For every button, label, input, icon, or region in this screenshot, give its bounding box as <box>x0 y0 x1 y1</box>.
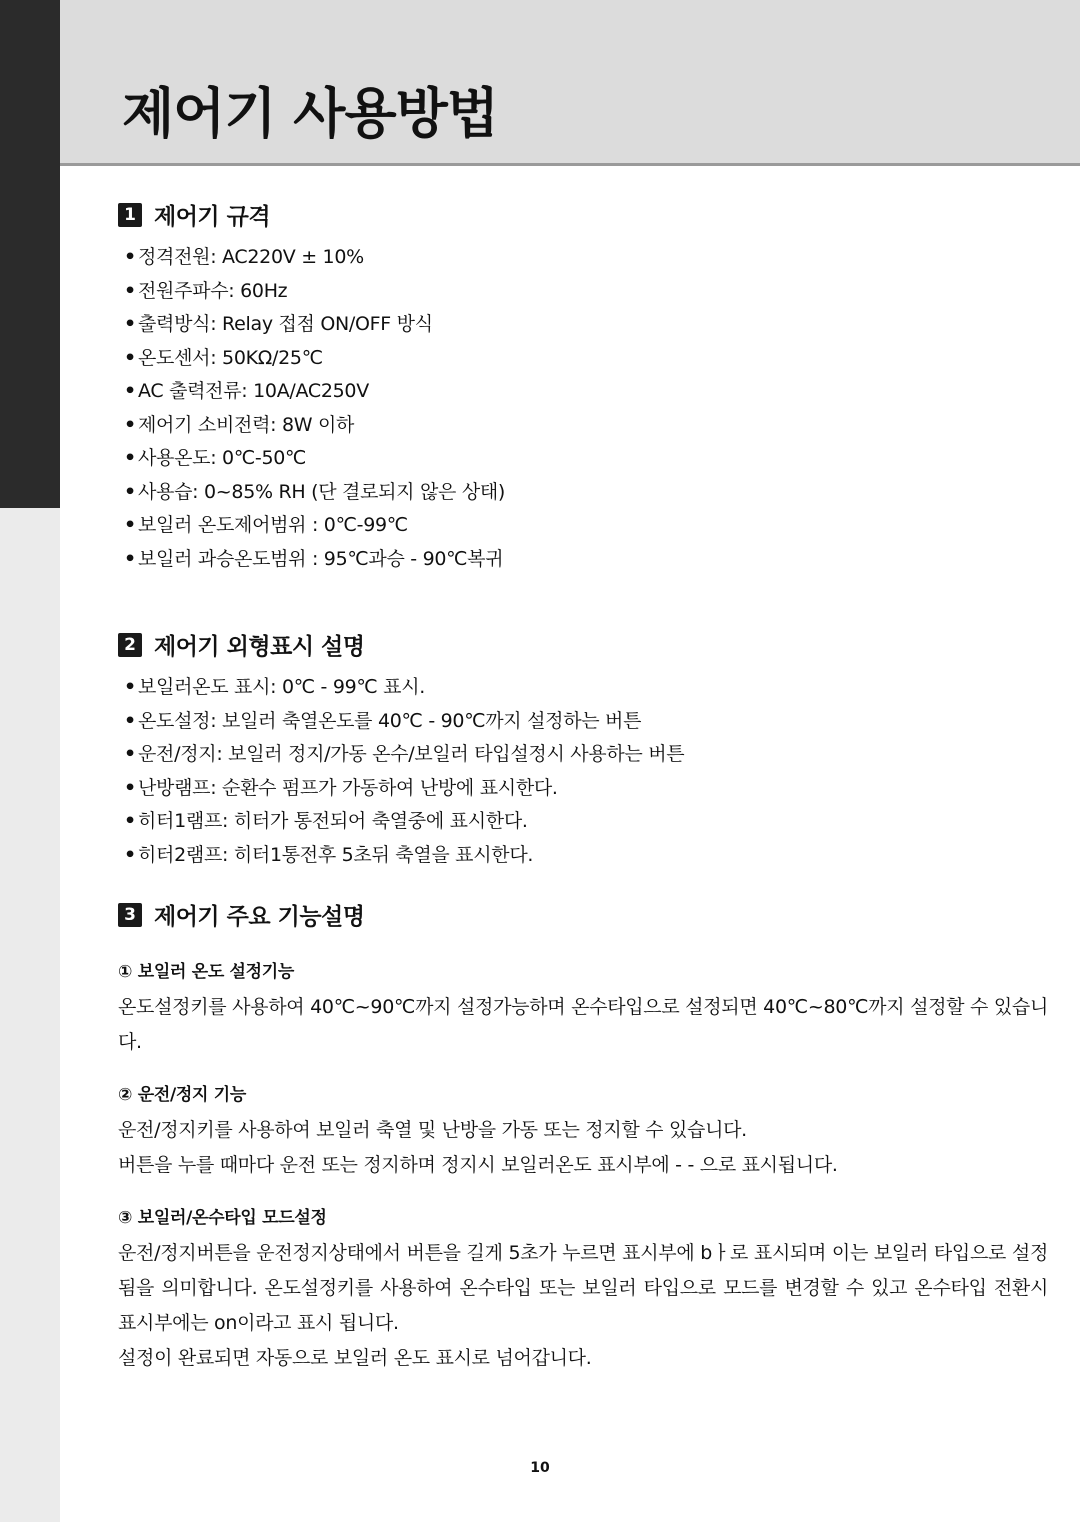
section-title: 제어기 주요 기능설명 <box>154 904 365 930</box>
section-functions <box>118 898 1048 1376</box>
section-heading <box>118 898 1048 931</box>
section-display <box>118 628 1048 872</box>
display-list <box>124 671 1048 872</box>
page-number: 10 <box>530 1460 550 1476</box>
chapter-tab <box>0 0 60 508</box>
subsection-title: ① 보일러 온도 설정기능 <box>118 962 295 982</box>
list-item: • 출력방식: Relay 접점 ON/OFF 방식 <box>124 313 433 335</box>
function-mode-setting <box>118 1203 1048 1376</box>
subsection-text: 설정이 완료되면 자동으로 보일러 온도 표시로 넘어갑니다. <box>118 1347 592 1369</box>
list-item: • 보일러 온도제어범위 : 0℃-99℃ <box>124 514 408 536</box>
list-item: • 히터1램프: 히터가 통전되어 축열중에 표시한다. <box>124 810 528 832</box>
section-title: 제어기 외형표시 설명 <box>154 634 365 660</box>
section-number-badge: 3 <box>118 903 142 927</box>
list-item: • 히터2램프: 히터1통전후 5초뒤 축열을 표시한다. <box>124 843 534 866</box>
list-item: • 보일러 과승온도범위 : 95℃과승 - 90℃복귀 <box>124 547 504 570</box>
list-item: • AC 출력전류: 10A/AC250V <box>124 380 369 402</box>
list-item: • 난방램프: 순환수 펌프가 가동하여 난방에 표시한다. <box>124 776 558 799</box>
subsection-text: 운전/정지키를 사용하여 보일러 축열 및 난방을 가동 또는 정지할 수 있습니다. <box>118 1119 747 1141</box>
list-item: • 전원주파수: 60Hz <box>124 279 288 302</box>
subsection-text: 버튼을 누를 때마다 운전 또는 정지하며 정지시 보일러온도 표시부에 - - 으로 표시됩니다. <box>118 1154 838 1176</box>
page-title: 제어기 사용방법 <box>122 82 498 145</box>
section-number-badge: 1 <box>118 203 142 227</box>
subsection-text: 운전/정지버튼을 운전정지상태에서 버튼을 길게 5초가 누르면 표시부에 bㅏ로 표시되며 이는 보일러 타입으로 설정됨을 의미합니다. 온도설정키를 사용하여 온수타입 또는 보일러 타입으로 모드를 변경할 수 있고 온수타입 전환시 표시부에는 on이라고 표시 됩니다. <box>118 1242 1048 1334</box>
list-item: • 온도설정: 보일러 축열온도를 40℃ - 90℃까지 설정하는 버튼 <box>124 709 642 732</box>
list-item: • 운전/정지: 보일러 정지/가동 온수/보일러 타입설정시 사용하는 버튼 <box>124 743 685 765</box>
section-heading <box>118 198 1048 231</box>
function-run-stop <box>118 1080 1048 1183</box>
subsection-title: ② 운전/정지 기능 <box>118 1085 246 1105</box>
list-item: • 사용습: 0~85% RH (단 결로되지 않은 상태) <box>124 480 506 503</box>
list-item: • 사용온도: 0℃-50℃ <box>124 447 307 469</box>
subsection-text: 온도설정키를 사용하여 40℃~90℃까지 설정가능하며 온수타입으로 설정되면 40℃~80℃까지 설정할 수 있습니다. <box>118 996 1048 1053</box>
function-temperature <box>118 957 1048 1060</box>
section-title: 제어기 규격 <box>154 204 271 230</box>
subsection-title: ③ 보일러/온수타입 모드설정 <box>118 1208 327 1228</box>
section-heading <box>118 628 1048 661</box>
section-specs <box>118 198 1048 576</box>
section-number-badge: 2 <box>118 633 142 657</box>
list-item: • 보일러온도 표시: 0℃ - 99℃ 표시. <box>124 676 426 698</box>
list-item: • 제어기 소비전력: 8W 이하 <box>124 413 355 436</box>
list-item: • 정격전원: AC220V ± 10% <box>124 246 364 268</box>
spec-list <box>124 241 1048 576</box>
list-item: • 온도센서: 50KΩ/25℃ <box>124 346 323 369</box>
